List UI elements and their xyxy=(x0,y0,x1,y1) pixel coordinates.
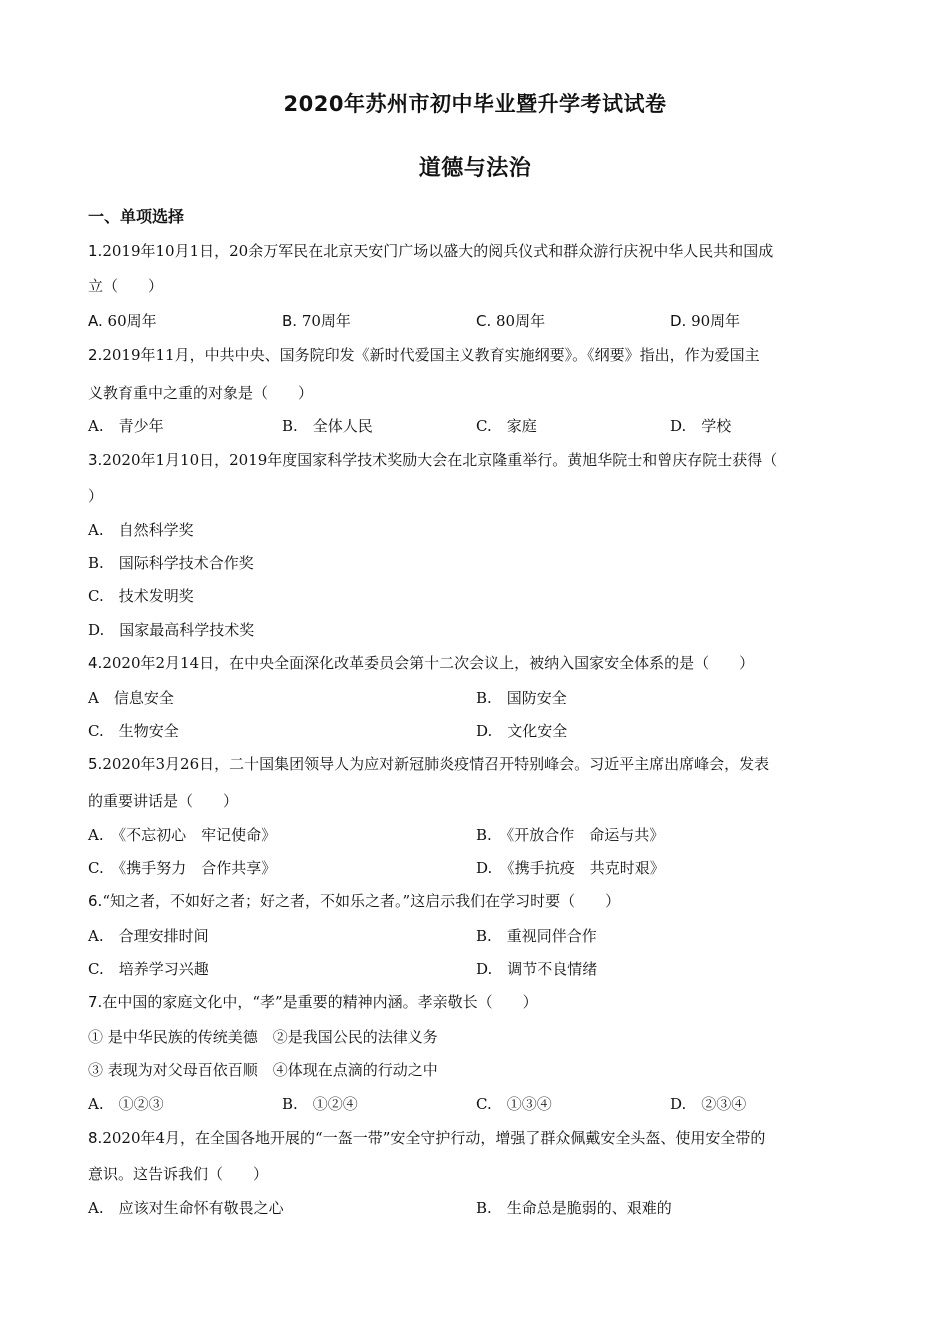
question-3-stem-line2: ） xyxy=(88,487,104,505)
question-2-stem-line2: 义教育重中之重的对象是（ ） xyxy=(88,384,314,402)
page-title: 2020年苏州市初中毕业暨升学考试试卷 xyxy=(283,92,667,116)
question-3-stem-line1: 3.2020年1月10日，2019年度国家科学技术奖励大会在北京隆重举行。黄旭华院士和曾庆存院士获得（ xyxy=(88,451,778,469)
question-4-option-d: D. 文化安全 xyxy=(476,722,568,740)
question-1-option-b: B. 70周年 xyxy=(282,312,351,330)
question-7-stem-line1: 7.在中国的家庭文化中，“孝”是重要的精神内涵。孝亲敬长（ ） xyxy=(88,993,538,1011)
question-2-option-a: A. 青少年 xyxy=(88,417,164,435)
section-heading: 一、单项选择 xyxy=(88,207,185,226)
subject-title: 道德与法治 xyxy=(418,156,532,181)
question-8-stem-line1: 8.2020年4月，在全国各地开展的“一盔一带”安全守护行动，增强了群众佩戴安全头盔、使用安全带的 xyxy=(88,1129,766,1147)
question-3-option-a: A. 自然科学奖 xyxy=(88,521,194,539)
question-1-option-c: C. 80周年 xyxy=(476,312,546,330)
question-6-stem-line1: 6.“知之者，不如好之者；好之者，不如乐之者。”这启示我们在学习时要（ ） xyxy=(88,892,621,910)
question-1-stem-line1: 1.2019年10月1日，20余万军民在北京天安门广场以盛大的阅兵仪式和群众游行庆祝中华人民共和国成 xyxy=(88,242,774,260)
question-1-option-a: A. 60周年 xyxy=(88,312,157,330)
question-5-option-d: D. 《携手抗疫 共克时艰》 xyxy=(476,859,665,877)
question-4-option-b: B. 国防安全 xyxy=(476,689,567,707)
question-4-option-c: C. 生物安全 xyxy=(88,722,179,740)
question-7-option-c: C. ①③④ xyxy=(476,1095,552,1113)
question-5-option-a: A. 《不忘初心 牢记使命》 xyxy=(88,826,277,844)
question-6-option-d: D. 调节不良情绪 xyxy=(476,960,598,978)
question-2-option-b: B. 全体人民 xyxy=(282,417,373,435)
question-3-option-c: C. 技术发明奖 xyxy=(88,587,194,605)
question-1-option-d: D. 90周年 xyxy=(670,312,741,330)
question-7-statements-line1: ① 是中华民族的传统美德 ②是我国公民的法律义务 xyxy=(88,1028,438,1046)
question-7-option-a: A. ①②③ xyxy=(88,1095,164,1113)
question-5-option-b: B. 《开放合作 命运与共》 xyxy=(476,826,665,844)
question-6-option-b: B. 重视同伴合作 xyxy=(476,927,597,945)
question-2-stem-line1: 2.2019年11月，中共中央、国务院印发《新时代爱国主义教育实施纲要》。《纲要》指出，作为爱国主 xyxy=(88,346,760,364)
question-3-option-d: D. 国家最高科学技术奖 xyxy=(88,621,255,639)
question-6-option-c: C. 培养学习兴趣 xyxy=(88,960,209,978)
question-8-option-b: B. 生命总是脆弱的、艰难的 xyxy=(476,1199,672,1217)
question-3-option-b: B. 国际科学技术合作奖 xyxy=(88,554,254,572)
question-6-option-a: A. 合理安排时间 xyxy=(88,927,209,945)
question-7-option-d: D. ②③④ xyxy=(670,1095,747,1113)
question-5-option-c: C. 《携手努力 合作共享》 xyxy=(88,859,277,877)
question-7-option-b: B. ①②④ xyxy=(282,1095,358,1113)
question-8-option-a: A. 应该对生命怀有敬畏之心 xyxy=(88,1199,284,1217)
question-7-statements-line2: ③ 表现为对父母百依百顺 ④体现在点滴的行动之中 xyxy=(88,1061,438,1079)
question-1-stem-line2: 立（ ） xyxy=(88,277,164,295)
question-5-stem-line2: 的重要讲话是（ ） xyxy=(88,792,239,810)
question-4-stem-line1: 4.2020年2月14日，在中央全面深化改革委员会第十二次会议上，被纳入国家安全体系的是（ ） xyxy=(88,654,755,672)
question-8-stem-line2: 意识。这告诉我们（ ） xyxy=(88,1165,269,1183)
question-2-option-c: C. 家庭 xyxy=(476,417,537,435)
question-2-option-d: D. 学校 xyxy=(670,417,732,435)
question-5-stem-line1: 5.2020年3月26日，二十国集团领导人为应对新冠肺炎疫情召开特别峰会。习近平主席出席峰会，发表 xyxy=(88,755,770,773)
question-4-option-a: A 信息安全 xyxy=(88,689,174,707)
